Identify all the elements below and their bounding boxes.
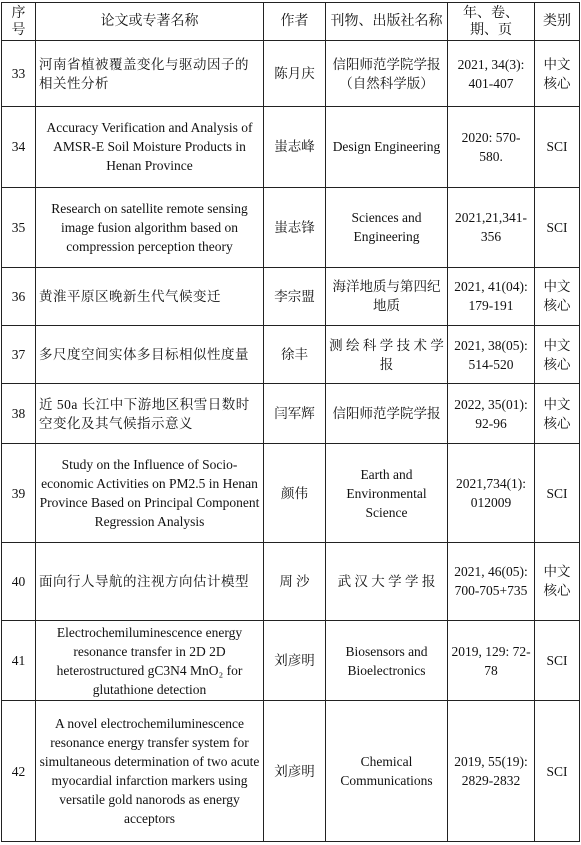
row-title: 面向行人导航的注视方向估计模型 xyxy=(36,542,264,620)
row-volume: 2021,21,341-356 xyxy=(448,187,535,267)
row-volume: 2022, 35(01): 92-96 xyxy=(448,384,535,444)
row-author: 刘彦明 xyxy=(264,701,326,842)
table-row xyxy=(2,41,580,107)
row-index: 42 xyxy=(2,701,36,842)
table-row xyxy=(2,384,580,444)
row-author: 闫军辉 xyxy=(264,384,326,444)
row-category: SCI xyxy=(535,444,580,542)
header-index: 序号 xyxy=(2,3,36,41)
row-journal: 测 绘 科 学 技 术 学 报 xyxy=(326,326,448,384)
row-author: 颜伟 xyxy=(264,444,326,542)
row-journal: Biosensors and Bioelectronics xyxy=(326,621,448,701)
row-author: 蚩志锋 xyxy=(264,187,326,267)
row-author: 陈月庆 xyxy=(264,41,326,107)
row-index: 40 xyxy=(2,542,36,620)
header-category: 类别 xyxy=(535,3,580,41)
row-author: 周 沙 xyxy=(264,542,326,620)
row-volume: 2021,734(1): 012009 xyxy=(448,444,535,542)
row-category: 中文核心 xyxy=(535,326,580,384)
row-category: SCI xyxy=(535,187,580,267)
row-volume: 2021, 34(3): 401-407 xyxy=(448,41,535,107)
row-category: SCI xyxy=(535,107,580,187)
row-volume: 2019, 55(19): 2829-2832 xyxy=(448,701,535,842)
table-row xyxy=(2,444,580,542)
row-title: Electrochemiluminescence energy resonance transfer in 2D 2D heterostructured gC3N4 MnO₂ for glutathione detection xyxy=(36,621,264,701)
papers-table xyxy=(1,2,580,842)
row-index: 39 xyxy=(2,444,36,542)
row-journal: Sciences and Engineering xyxy=(326,187,448,267)
header-row xyxy=(2,3,580,41)
row-category: 中文核心 xyxy=(535,41,580,107)
row-author: 李宗盟 xyxy=(264,267,326,325)
row-title: 河南省植被覆盖变化与驱动因子的相关性分析 xyxy=(36,41,264,107)
row-volume: 2020: 570-580. xyxy=(448,107,535,187)
row-journal: 武 汉 大 学 学 报 xyxy=(326,542,448,620)
table-row xyxy=(2,621,580,701)
row-index: 36 xyxy=(2,267,36,325)
row-journal: 海洋地质与第四纪地质 xyxy=(326,267,448,325)
row-title: 近 50a 长江中下游地区积雪日数时空变化及其气候指示意义 xyxy=(36,384,264,444)
table-row xyxy=(2,326,580,384)
row-title: Study on the Influence of Socio-economic Activities on PM2.5 in Henan Province Based on Principal Component Regression Analysis xyxy=(36,444,264,542)
row-volume: 2021, 38(05): 514-520 xyxy=(448,326,535,384)
row-journal: Chemical Communications xyxy=(326,701,448,842)
row-category: SCI xyxy=(535,701,580,842)
row-category: 中文核心 xyxy=(535,267,580,325)
row-index: 37 xyxy=(2,326,36,384)
row-category: SCI xyxy=(535,621,580,701)
row-index: 34 xyxy=(2,107,36,187)
header-journal: 刊物、出版社名称 xyxy=(326,3,448,41)
row-index: 41 xyxy=(2,621,36,701)
table-row xyxy=(2,107,580,187)
header-author: 作者 xyxy=(264,3,326,41)
row-category: 中文核心 xyxy=(535,542,580,620)
row-index: 38 xyxy=(2,384,36,444)
row-volume: 2019, 129: 72-78 xyxy=(448,621,535,701)
table-row xyxy=(2,542,580,620)
row-title: A novel electrochemiluminescence resonance energy transfer system for simultaneous determination of two acute myocardial infarction markers using versatile gold nanorods as energy acceptors xyxy=(36,701,264,842)
row-category: 中文核心 xyxy=(535,384,580,444)
row-title: Accuracy Verification and Analysis of AMSR-E Soil Moisture Products in Henan Province xyxy=(36,107,264,187)
row-volume: 2021, 41(04): 179-191 xyxy=(448,267,535,325)
row-index: 35 xyxy=(2,187,36,267)
table-row xyxy=(2,701,580,842)
row-journal: Earth and Environmental Science xyxy=(326,444,448,542)
row-journal: Design Engineering xyxy=(326,107,448,187)
table-row xyxy=(2,187,580,267)
row-author: 徐丰 xyxy=(264,326,326,384)
row-title: Research on satellite remote sensing image fusion algorithm based on compression perception theory xyxy=(36,187,264,267)
row-volume: 2021, 46(05): 700-705+735 xyxy=(448,542,535,620)
row-journal: 信阳师范学院学报（自然科学版） xyxy=(326,41,448,107)
row-index: 33 xyxy=(2,41,36,107)
table-row xyxy=(2,267,580,325)
row-title: 多尺度空间实体多目标相似性度量 xyxy=(36,326,264,384)
row-author: 刘彦明 xyxy=(264,621,326,701)
header-volume: 年、卷、期、页 xyxy=(448,3,535,41)
header-title: 论文或专著名称 xyxy=(36,3,264,41)
row-author: 蚩志峰 xyxy=(264,107,326,187)
row-journal: 信阳师范学院学报 xyxy=(326,384,448,444)
row-title: 黄淮平原区晚新生代气候变迁 xyxy=(36,267,264,325)
